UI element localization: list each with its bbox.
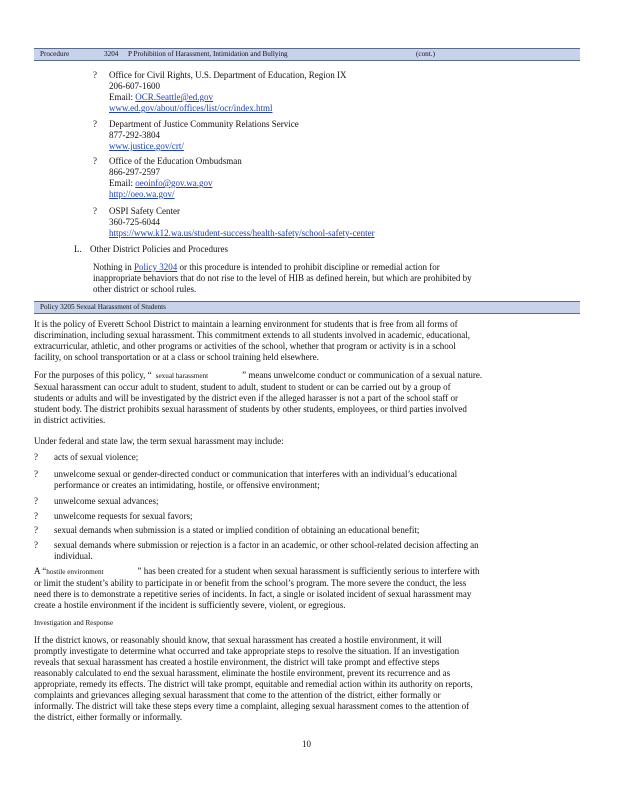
page-number: 10 (302, 739, 311, 749)
url-link[interactable]: https://www.k12.wa.us/student-success/health-safety/school-safety-center (109, 228, 375, 238)
text-line: facility, on school transportation or at a class or school training held elsewhere. (34, 352, 319, 362)
section-l-text-post: or this procedure is intended to prohibit discipline or remedial action for (179, 262, 440, 272)
email-link[interactable]: OCR.Seattle@ed.gov (135, 92, 214, 102)
section-l-heading (74, 244, 514, 255)
procedure-cont: (cont.) (416, 50, 435, 58)
text-line: in district activities. (34, 415, 106, 425)
text-fragment: ” has been created for a student when sexual harassment is sufficiently serious to interfere with (137, 566, 480, 576)
text-line: extracurricular, athletic, and other programs or activities of the school, whether that program or activity is in a school (34, 341, 456, 351)
bullet-text: sexual demands where submission or rejection is a factor in an academic, or other school-related decision affecting an (54, 540, 479, 550)
defined-term: hostile environment (46, 568, 104, 576)
section-l-line: inappropriate behaviors that do not rise to the level of HIB as defined herein, but which are prohibited by (93, 273, 472, 283)
investigation-paragraph (34, 635, 580, 723)
bullet-text: sexual demands when submission is a stated or implied condition of obtaining an educational benefit; (54, 525, 420, 535)
bullet-text: unwelcome sexual or gender-directed conduct or communication that interferes with an individual’s educational (54, 469, 458, 479)
text-line: It is the policy of Everett School District to maintain a learning environment for students that is free from all forms of (34, 319, 458, 329)
defined-term: sexual harassment (155, 372, 209, 380)
url-link[interactable]: http://oeo.wa.gov/ (109, 189, 175, 199)
bullet-mark: ? (93, 156, 97, 166)
contact-phone: 877-292-3804 (109, 130, 160, 140)
section-l-label: L. (74, 244, 82, 254)
text-line: discrimination, including sexual harassment. This commitment extends to all students involved in academic, educational, (34, 330, 470, 340)
text-line: If the district knows, or reasonably should know, that sexual harassment has created a hostile environment, it will (34, 635, 442, 645)
law-intro: Under federal and state law, the term sexual harassment may include: (34, 436, 284, 446)
bullet-mark: ? (34, 496, 38, 506)
text-line: the district, either formally or informally. (34, 712, 183, 722)
text-line: appropriate, remedy its effects. The district will take prompt, equitable and remedial action within its authority on reports, (34, 679, 473, 689)
text-line: reasonably calculated to end the sexual harassment, eliminate the hostile environment, prevent its recurrence and as (34, 668, 451, 678)
text-line: reveals that sexual harassment has created a hostile environment, the district will take prompt and effective steps (34, 657, 440, 667)
definition-paragraph (34, 370, 580, 426)
procedure-number: 3204 (104, 50, 119, 58)
text-line: students or adults and will be investigated by the district even if the alleged harasser is not a part of the school staff or (34, 393, 458, 403)
policy-3204-link[interactable]: Policy 3204 (134, 262, 178, 272)
policy-3205-bar (34, 301, 580, 314)
section-l-body (93, 262, 573, 295)
text-line: student body. The district prohibits sexual harassment of students by other students, employees, or third parties involved (34, 404, 467, 414)
url-link[interactable]: www.justice.gov/crt/ (109, 141, 184, 151)
bullet-mark: ? (93, 119, 97, 129)
text-line: need there is to demonstrate a repetitive series of incidents. In fact, a single or isolated incident of sexual harassment may (34, 589, 472, 599)
bullet-mark: ? (34, 525, 38, 535)
subheading: Investigation and Response (34, 619, 114, 627)
section-l-title: Other District Policies and Procedures (90, 244, 228, 254)
bullet-text: acts of sexual violence; (54, 452, 139, 462)
contact-phone: 866-297-2597 (109, 167, 160, 177)
contact-name: Department of Justice Community Relations Service (109, 119, 299, 129)
text-line: or limit the student’s ability to participate in or benefit from the school’s program. The more severe the conduct, the less (34, 578, 467, 588)
text-fragment: ” means unwelcome conduct or communication of a sexual nature. (242, 370, 483, 380)
contact-name: Office of the Education Ombudsman (109, 156, 242, 166)
section-l-text-pre: Nothing in (93, 262, 132, 272)
bullet-text: unwelcome sexual advances; (54, 496, 159, 506)
bullet-text: individual. (54, 551, 93, 561)
bullet-mark: ? (34, 511, 38, 521)
bullet-mark: ? (93, 70, 97, 80)
contact-phone: 206-607-1600 (109, 81, 160, 91)
bullet-mark: ? (34, 469, 38, 479)
bullet-text: unwelcome requests for sexual favors; (54, 511, 193, 521)
procedure-title: P Prohibition of Harassment, Intimidation and Bullying (128, 50, 288, 58)
bullet-mark: ? (34, 540, 38, 550)
hostile-environment-paragraph (34, 566, 580, 611)
section-l-line: other district or school rules. (93, 284, 197, 294)
text-line: create a hostile environment if the incident is sufficiently severe, violent, or egregious. (34, 600, 346, 610)
url-link[interactable]: www.ed.gov/about/offices/list/ocr/index.html (109, 103, 273, 113)
email-link[interactable]: oeoinfo@gov.wa.gov (135, 178, 213, 188)
text-fragment: A “ (34, 566, 47, 576)
email-label: Email: (109, 178, 133, 188)
procedure-label: Procedure (40, 50, 70, 58)
text-line: informally. The district will take these steps every time a complaint, alleging sexual harassment comes to the attention of (34, 701, 470, 711)
bullet-text: performance or creates an intimidating, hostile, or offensive environment; (54, 480, 320, 490)
procedure-header-bar (34, 48, 580, 61)
bullet-mark: ? (93, 206, 97, 216)
email-label: Email: (109, 92, 133, 102)
text-line: complaints and grievances alleging sexual harassment that come to the attention of the district, either formally or (34, 690, 441, 700)
text-fragment: For the purposes of this policy, “ (34, 370, 152, 380)
bullet-mark: ? (34, 452, 38, 462)
contact-name: OSPI Safety Center (109, 206, 180, 216)
text-line: Sexual harassment can occur adult to student, student to adult, student to student or can be carried out by a group of (34, 382, 451, 392)
policy-paragraph (34, 319, 580, 363)
text-line: promptly investigate to determine what occurred and take appropriate steps to resolve the situation. If an investigation (34, 646, 460, 656)
policy-3205-title: Policy 3205 Sexual Harassment of Students (40, 303, 166, 311)
contact-name: Office for Civil Rights, U.S. Department of Education, Region IX (109, 70, 347, 80)
contact-phone: 360-725-6044 (109, 217, 160, 227)
